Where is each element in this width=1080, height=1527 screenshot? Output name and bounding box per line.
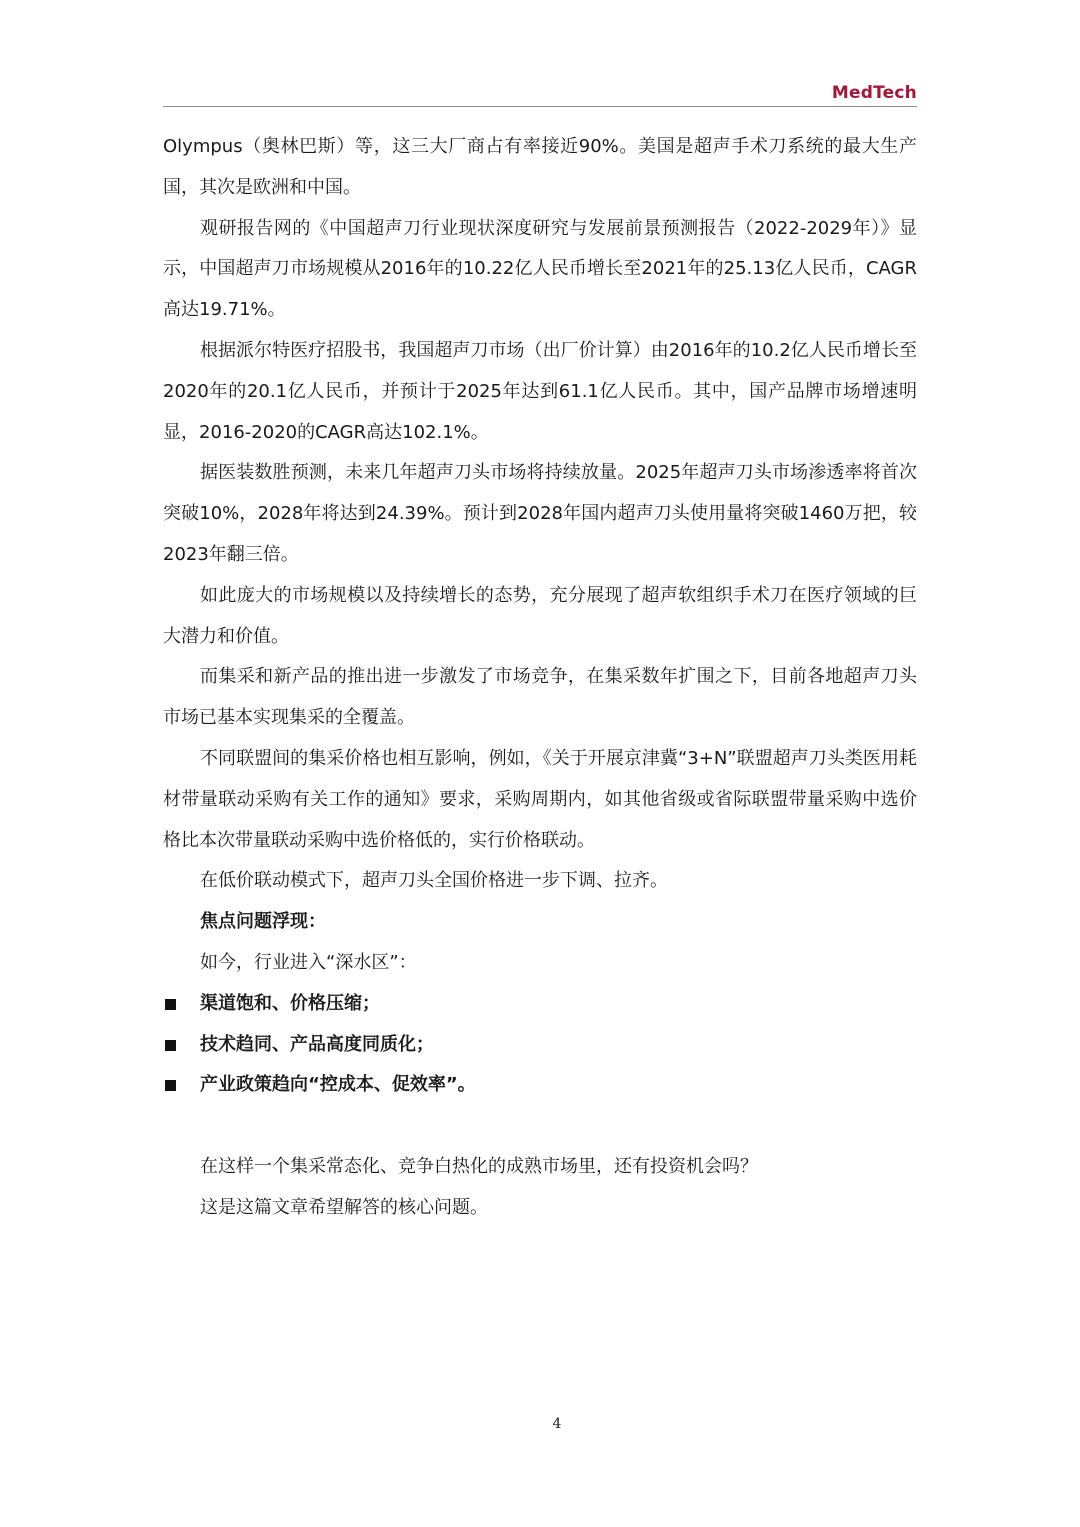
bullet-text: 产业政策趋向“控成本、促效率”。: [200, 1074, 476, 1096]
bullet-text: 技术趋同、产品高度同质化；: [200, 1033, 434, 1055]
paragraph-continuation: Olympus（奥林巴斯）等，这三大厂商占有率接近90%。美国是超声手术刀系统的最大生产国，其次是欧洲和中国。: [163, 136, 917, 198]
page-number: 4: [552, 1416, 562, 1432]
focus-heading: 焦点问题浮现：: [200, 911, 326, 933]
paragraph-low-price: 在低价联动模式下，超声刀头全国价格进一步下调、拉齐。: [200, 870, 668, 892]
closing-question: 在这样一个集采常态化、竞争白热化的成熟市场里，还有投资机会吗？: [200, 1155, 758, 1177]
paragraph-price-linkage: 不同联盟间的集采价格也相互影响，例如，《关于开展京津冀“3+N”联盟超声刀头类医用耗材带量联动采购有关工作的通知》要求，采购周期内，如其他省级或省际联盟带量采购中选价格比本次带量联动采购中选价格低的，实行价格联动。: [163, 747, 917, 851]
issue-bullet-list: [163, 984, 917, 1106]
document-body: [163, 127, 917, 1229]
bullet-item: [163, 1065, 917, 1106]
square-bullet-icon: [165, 999, 176, 1010]
closing-statement: 这是这篇文章希望解答的核心问题。: [200, 1196, 488, 1218]
paragraph-potential: 如此庞大的市场规模以及持续增长的态势，充分展现了超声软组织手术刀在医疗领域的巨大潜力和价值。: [163, 584, 917, 647]
header-rule: [163, 106, 917, 107]
paragraph-forecast: 据医装数胜预测，未来几年超声刀头市场将持续放量。2025年超声刀头市场渗透率将首次突破10%，2028年将达到24.39%。预计到2028年国内超声刀头使用量将突破1460万把，较2023年翻三倍。: [163, 462, 917, 565]
intro-line: 如今，行业进入“深水区”：: [200, 951, 417, 973]
paragraph-prospectus: 根据派尔特医疗招股书，我国超声刀市场（出厂价计算）由2016年的10.2亿人民币增长至2020年的20.1亿人民币，并预计于2025年达到61.1亿人民币。其中，国产品牌市场增速明显，2016-2020的CAGR高达102.1%。: [163, 339, 917, 443]
bullet-item: [163, 1025, 917, 1066]
blank-line: [163, 1106, 917, 1147]
square-bullet-icon: [165, 1080, 176, 1091]
paragraph-market-report: 观研报告网的《中国超声刀行业现状深度研究与发展前景预测报告（2022-2029年）》显示，中国超声刀市场规模从2016年的10.22亿人民币增长至2021年的25.13亿人民币，CAGR高达19.71%。: [163, 217, 917, 321]
bullet-text: 渠道饱和、价格压缩；: [200, 992, 380, 1014]
square-bullet-icon: [165, 1040, 176, 1051]
paragraph-competition: 而集采和新产品的推出进一步激发了市场竞争，在集采数年扩围之下，目前各地超声刀头市场已基本实现集采的全覆盖。: [163, 666, 917, 729]
header-brand: MedTech: [831, 83, 917, 103]
bullet-item: [163, 984, 917, 1025]
